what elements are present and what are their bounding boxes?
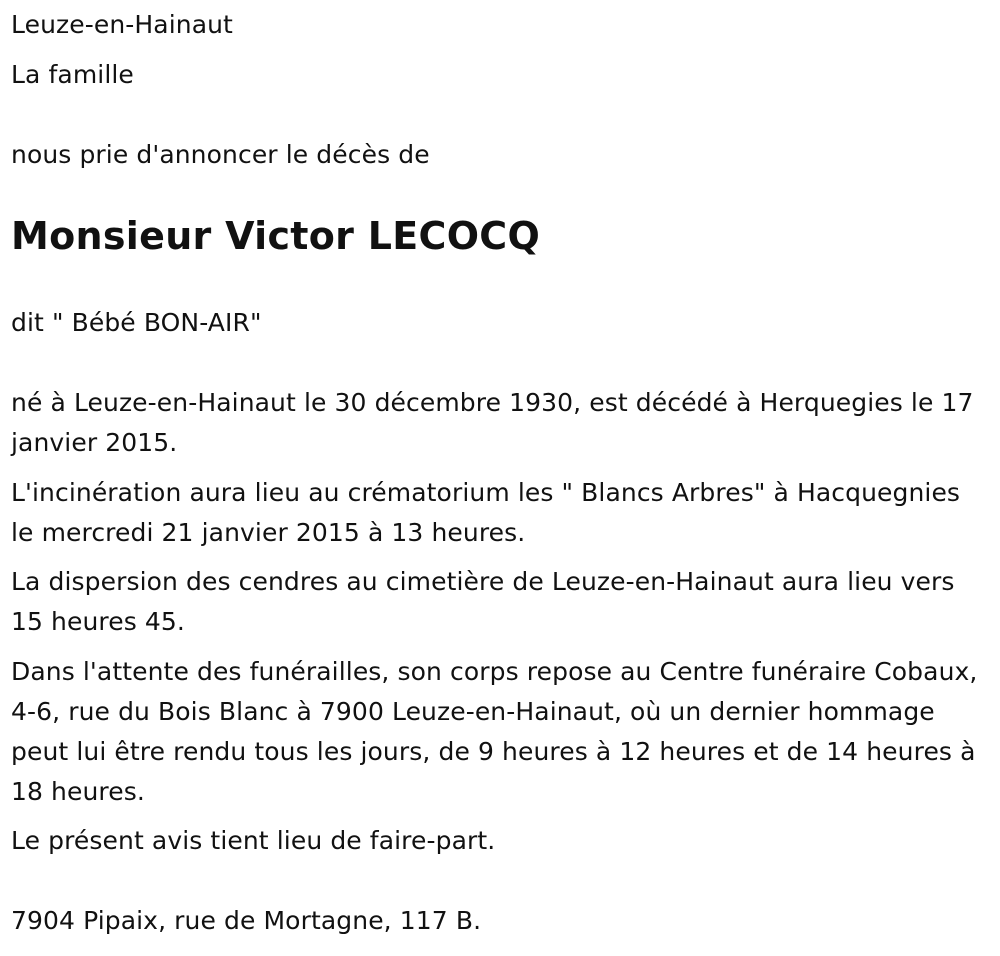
birth-death-paragraph: né à Leuze-en-Hainaut le 30 décembre 1930, est décédé à Herquegies le 17 janvier 2015. <box>11 388 974 457</box>
dispersion-paragraph: La dispersion des cendres au cimetière de Leuze-en-Hainaut aura lieu vers 15 heures 45. <box>11 567 955 636</box>
faire-part-line: Le présent avis tient lieu de faire-part. <box>11 826 496 855</box>
deceased-name: Monsieur Victor LECOCQ <box>11 214 541 258</box>
visitation-paragraph: Dans l'attente des funérailles, son corps repose au Centre funéraire Cobaux, 4-6, rue du Bois Blanc à 7900 Leuze-en-Hainaut, où un dernier hommage peut lui être rendu tous les jours, de 9 heures à 12 heures et de 14 heures à 18 heures. <box>11 657 978 806</box>
nickname-line: dit " Bébé BON-AIR" <box>11 308 262 337</box>
family-line: La famille <box>11 60 134 89</box>
address-line: 7904 Pipaix, rue de Mortagne, 117 B. <box>11 906 482 935</box>
announce-line: nous prie d'annoncer le décès de <box>11 140 430 169</box>
cremation-paragraph: L'incinération aura lieu au crématorium les " Blancs Arbres" à Hacquegnies le mercredi 21 janvier 2015 à 13 heures. <box>11 478 961 547</box>
city-heading: Leuze-en-Hainaut <box>11 10 233 39</box>
